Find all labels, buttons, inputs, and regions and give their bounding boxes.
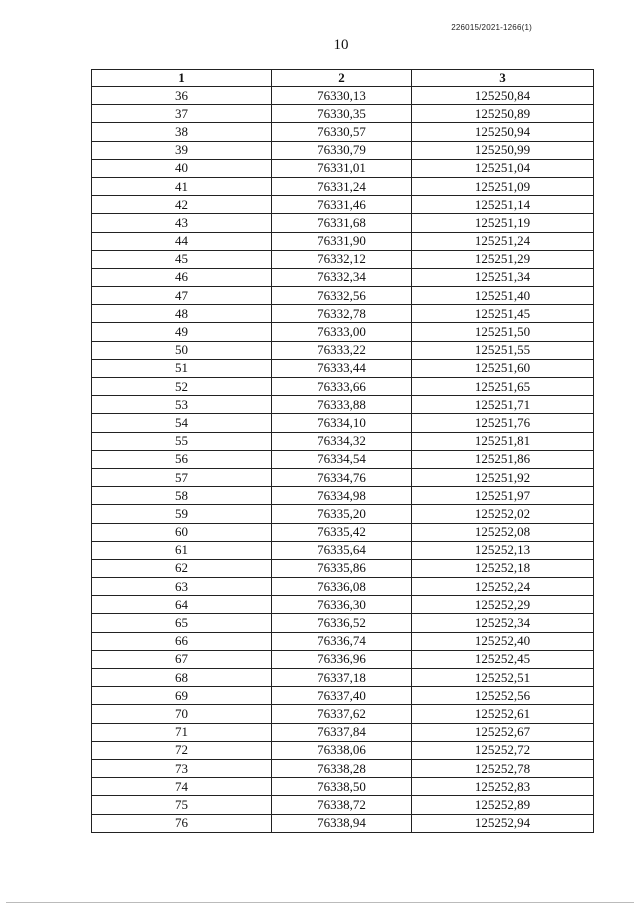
table-cell: 64	[92, 596, 272, 614]
table-row	[92, 741, 594, 759]
table-cell: 45	[92, 250, 272, 268]
table-cell: 68	[92, 669, 272, 687]
table-row	[92, 650, 594, 668]
table-cell: 125252,29	[412, 596, 594, 614]
table-cell: 125251,40	[412, 287, 594, 305]
table-cell: 42	[92, 196, 272, 214]
table-cell: 125252,34	[412, 614, 594, 632]
table-cell: 76332,56	[272, 287, 412, 305]
table-row	[92, 578, 594, 596]
table-row	[92, 378, 594, 396]
table-cell: 37	[92, 105, 272, 123]
table-cell: 56	[92, 450, 272, 468]
table-cell: 125251,14	[412, 196, 594, 214]
table-row	[92, 396, 594, 414]
table-row	[92, 523, 594, 541]
table-row	[92, 141, 594, 159]
table-row	[92, 614, 594, 632]
table-cell: 125251,29	[412, 250, 594, 268]
table-cell: 73	[92, 759, 272, 777]
table-cell: 76336,52	[272, 614, 412, 632]
table-cell: 125251,97	[412, 487, 594, 505]
column-header: 1	[92, 70, 272, 87]
table-cell: 76338,50	[272, 778, 412, 796]
table-row	[92, 468, 594, 486]
page-bottom-edge	[6, 902, 634, 903]
table-row	[92, 687, 594, 705]
table-row	[92, 487, 594, 505]
table-row	[92, 796, 594, 814]
table-cell: 125250,94	[412, 123, 594, 141]
table-row	[92, 596, 594, 614]
table-cell: 76338,06	[272, 741, 412, 759]
table-cell: 67	[92, 650, 272, 668]
table-cell: 125251,04	[412, 159, 594, 177]
table-cell: 76334,76	[272, 468, 412, 486]
table-row	[92, 287, 594, 305]
table-row	[92, 214, 594, 232]
table-cell: 125252,89	[412, 796, 594, 814]
table-cell: 76338,72	[272, 796, 412, 814]
table-cell: 76333,88	[272, 396, 412, 414]
table-cell: 76330,57	[272, 123, 412, 141]
table-cell: 47	[92, 287, 272, 305]
table-cell: 76338,94	[272, 814, 412, 832]
table-row	[92, 669, 594, 687]
table-cell: 125251,65	[412, 378, 594, 396]
table-cell: 125252,45	[412, 650, 594, 668]
table-cell: 125250,89	[412, 105, 594, 123]
table-cell: 125252,61	[412, 705, 594, 723]
table-cell: 125251,86	[412, 450, 594, 468]
table-cell: 60	[92, 523, 272, 541]
table-cell: 125252,78	[412, 759, 594, 777]
table-row	[92, 432, 594, 450]
table-cell: 125252,40	[412, 632, 594, 650]
table-cell: 50	[92, 341, 272, 359]
table-cell: 76333,00	[272, 323, 412, 341]
table-cell: 125252,72	[412, 741, 594, 759]
table-cell: 54	[92, 414, 272, 432]
table-row	[92, 814, 594, 832]
table-cell: 125252,67	[412, 723, 594, 741]
table-cell: 76335,86	[272, 559, 412, 577]
table-row	[92, 177, 594, 195]
table-cell: 76	[92, 814, 272, 832]
table-cell: 76332,12	[272, 250, 412, 268]
table-cell: 76336,96	[272, 650, 412, 668]
table-row	[92, 305, 594, 323]
table-cell: 76335,64	[272, 541, 412, 559]
table-cell: 76331,24	[272, 177, 412, 195]
table-cell: 125250,99	[412, 141, 594, 159]
table-cell: 125251,71	[412, 396, 594, 414]
table-cell: 76331,68	[272, 214, 412, 232]
table-row	[92, 341, 594, 359]
table-cell: 57	[92, 468, 272, 486]
table-cell: 125251,19	[412, 214, 594, 232]
table-row	[92, 541, 594, 559]
table-cell: 58	[92, 487, 272, 505]
table-row	[92, 105, 594, 123]
table-cell: 41	[92, 177, 272, 195]
table-cell: 125251,76	[412, 414, 594, 432]
table-cell: 125252,94	[412, 814, 594, 832]
table-cell: 76333,44	[272, 359, 412, 377]
table-row	[92, 159, 594, 177]
table-row	[92, 414, 594, 432]
table-cell: 125252,02	[412, 505, 594, 523]
table-cell: 125251,24	[412, 232, 594, 250]
table-cell: 71	[92, 723, 272, 741]
table-cell: 52	[92, 378, 272, 396]
table-cell: 43	[92, 214, 272, 232]
table-cell: 48	[92, 305, 272, 323]
table-cell: 125251,92	[412, 468, 594, 486]
table-cell: 61	[92, 541, 272, 559]
table-row	[92, 505, 594, 523]
page-number: 10	[333, 37, 349, 53]
table-cell: 46	[92, 268, 272, 286]
table-row	[92, 705, 594, 723]
column-header: 2	[272, 70, 412, 87]
table-cell: 75	[92, 796, 272, 814]
table-cell: 49	[92, 323, 272, 341]
table-cell: 76337,62	[272, 705, 412, 723]
document-id: 226015/2021-1266(1)	[451, 23, 532, 32]
table-cell: 36	[92, 87, 272, 105]
table-cell: 125250,84	[412, 87, 594, 105]
table-cell: 76331,90	[272, 232, 412, 250]
table-row	[92, 196, 594, 214]
table-row	[92, 87, 594, 105]
table-cell: 76333,66	[272, 378, 412, 396]
table-cell: 76334,10	[272, 414, 412, 432]
table-cell: 70	[92, 705, 272, 723]
table-cell: 69	[92, 687, 272, 705]
table-body	[92, 87, 594, 833]
table-cell: 72	[92, 741, 272, 759]
table-row	[92, 450, 594, 468]
table-cell: 76337,84	[272, 723, 412, 741]
table-cell: 76334,54	[272, 450, 412, 468]
table-row	[92, 723, 594, 741]
table-row	[92, 250, 594, 268]
table-cell: 39	[92, 141, 272, 159]
table-cell: 125252,56	[412, 687, 594, 705]
table-row	[92, 759, 594, 777]
table-row	[92, 632, 594, 650]
table-cell: 66	[92, 632, 272, 650]
table-cell: 65	[92, 614, 272, 632]
table-cell: 38	[92, 123, 272, 141]
table-cell: 76336,08	[272, 578, 412, 596]
table-cell: 74	[92, 778, 272, 796]
table-cell: 125251,81	[412, 432, 594, 450]
table-row	[92, 778, 594, 796]
table-cell: 125252,18	[412, 559, 594, 577]
table-cell: 51	[92, 359, 272, 377]
table-cell: 125251,60	[412, 359, 594, 377]
table-cell: 62	[92, 559, 272, 577]
table-cell: 76331,46	[272, 196, 412, 214]
table-cell: 53	[92, 396, 272, 414]
table-cell: 76334,32	[272, 432, 412, 450]
table-cell: 76336,74	[272, 632, 412, 650]
table-cell: 76336,30	[272, 596, 412, 614]
table-cell: 76337,40	[272, 687, 412, 705]
table-cell: 125251,55	[412, 341, 594, 359]
table-cell: 40	[92, 159, 272, 177]
table-header-row	[92, 70, 594, 87]
table-row	[92, 232, 594, 250]
table-cell: 76332,78	[272, 305, 412, 323]
table-cell: 125251,34	[412, 268, 594, 286]
table-row	[92, 359, 594, 377]
coordinates-table	[91, 69, 594, 833]
table-row	[92, 123, 594, 141]
table-cell: 55	[92, 432, 272, 450]
table-row	[92, 268, 594, 286]
table-row	[92, 323, 594, 341]
table-cell: 76332,34	[272, 268, 412, 286]
table-cell: 125251,45	[412, 305, 594, 323]
table-cell: 76330,35	[272, 105, 412, 123]
table-row	[92, 559, 594, 577]
table-cell: 76335,42	[272, 523, 412, 541]
table-cell: 44	[92, 232, 272, 250]
table-cell: 125252,51	[412, 669, 594, 687]
table-cell: 125251,50	[412, 323, 594, 341]
table-cell: 125252,24	[412, 578, 594, 596]
table-cell: 125252,83	[412, 778, 594, 796]
table-cell: 76334,98	[272, 487, 412, 505]
table-cell: 76331,01	[272, 159, 412, 177]
table-cell: 76337,18	[272, 669, 412, 687]
table-cell: 76333,22	[272, 341, 412, 359]
table-cell: 76330,79	[272, 141, 412, 159]
table-cell: 76330,13	[272, 87, 412, 105]
table-cell: 125252,08	[412, 523, 594, 541]
table-cell: 59	[92, 505, 272, 523]
table-cell: 125251,09	[412, 177, 594, 195]
table-cell: 63	[92, 578, 272, 596]
table-cell: 125252,13	[412, 541, 594, 559]
table-cell: 76338,28	[272, 759, 412, 777]
column-header: 3	[412, 70, 594, 87]
table-cell: 76335,20	[272, 505, 412, 523]
